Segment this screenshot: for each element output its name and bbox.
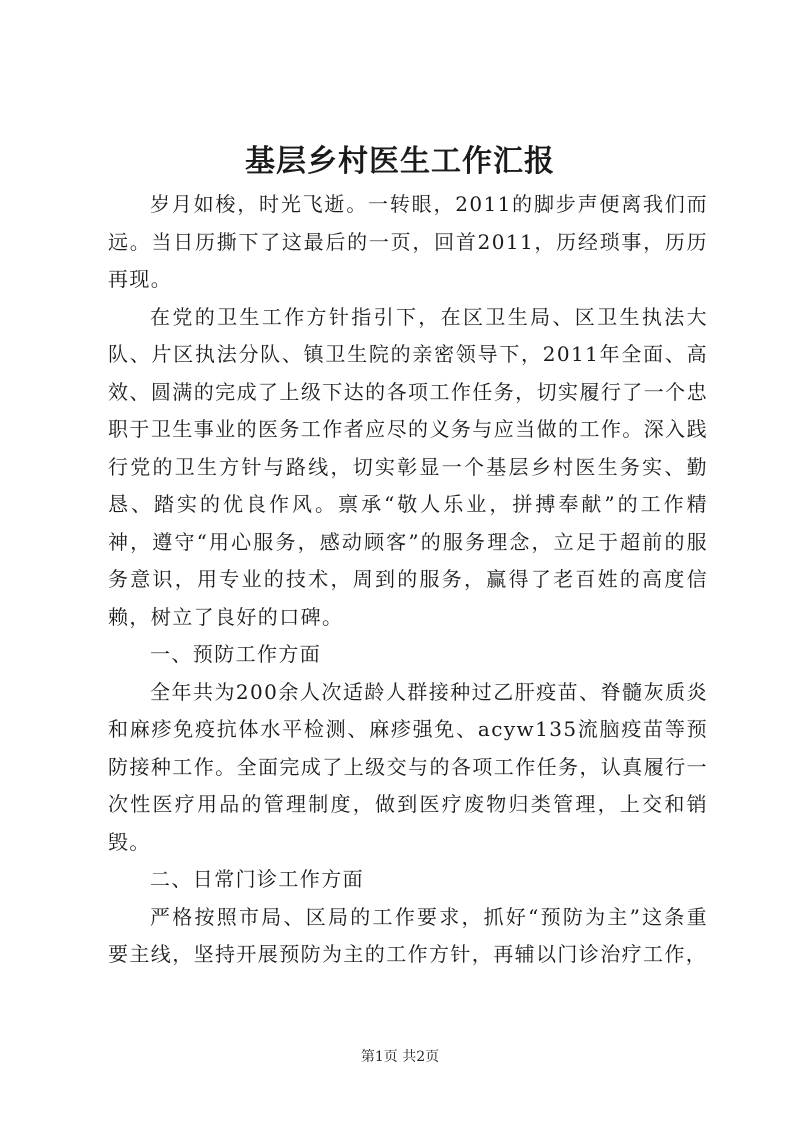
- page-title: 基层乡村医生工作汇报: [245, 144, 555, 179]
- paragraph-outpatient: 严格按照市局、区局的工作要求，抓好“预防为主”这条重要主线，坚持开展预防为主的工作方针，再辅以门诊治疗工作，: [108, 904, 708, 966]
- paragraph-intro: 岁月如梭，时光飞逝。一转眼，2011的脚步声便离我们而远。当日历撕下了这最后的一页，回首2011，历经琐事，历历再现。: [108, 192, 708, 291]
- page-number-footer: 第1页 共2页: [360, 1049, 440, 1065]
- section-heading-prevention: 一、预防工作方面: [150, 642, 322, 666]
- paragraph-summary: 在党的卫生工作方针指引下，在区卫生局、区卫生执法大队、片区执法分队、镇卫生院的亲密领导下，2011年全面、高效、圆满的完成了上级下达的各项工作任务，切实履行了一个忠职于卫生事业的医务工作者应尽的义务与应当做的工作。深入践行党的卫生方针与路线，切实彰显一个基层乡村医生务实、勤恳、踏实的优良作风。禀承“敬人乐业，拼搏奉献”的工作精神，遵守“用心服务，感动顾客”的服务理念，立足于超前的服务意识，用专业的技术，周到的服务，赢得了老百姓的高度信赖，树立了良好的口碑。: [108, 304, 708, 629]
- paragraph-prevention: 全年共为200余人次适龄人群接种过乙肝疫苗、脊髓灰质炎和麻疹免疫抗体水平检测、麻疹强免、acyw135流脑疫苗等预防接种工作。全面完成了上级交与的各项工作任务，认真履行一次性医疗用品的管理制度，做到医疗废物归类管理，上交和销毁。: [108, 679, 708, 854]
- document-body: [108, 186, 708, 974]
- section-heading-outpatient: 二、日常门诊工作方面: [150, 867, 364, 891]
